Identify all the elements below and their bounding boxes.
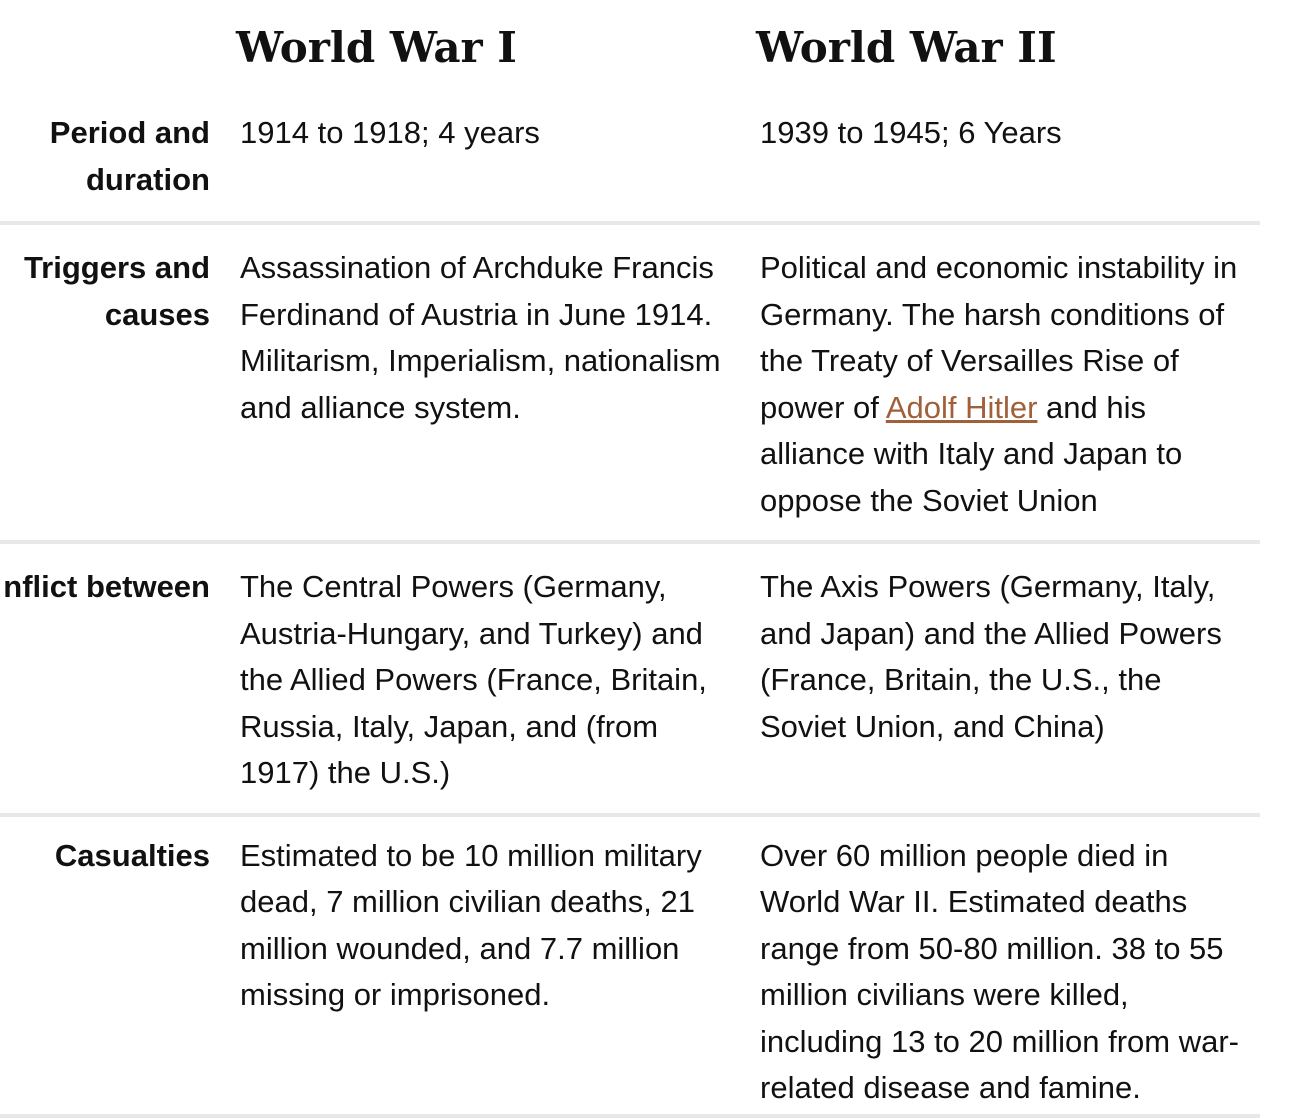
cell-ww2-period: 1939 to 1945; 6 Years	[760, 115, 1062, 150]
cell-ww2-triggers	[760, 245, 1250, 524]
cell-ww2-casualties: Over 60 million people died in World War II. Estimated deaths range from 50-80 million. 38 to 55 million civilians were killed, including 13 to 20 million from war-related disease and famine.	[760, 837, 1239, 1105]
cell-ww1-triggers: Assassination of Archduke Francis Ferdinand of Austria in June 1914. Militarism, Imperialism, nationalism and alliance system.	[240, 250, 721, 425]
column-header-ww1: World War I	[236, 23, 517, 72]
row-label-period: Period and duration	[49, 115, 210, 197]
row-label-triggers: Triggers and causes	[23, 250, 210, 332]
adolf-hitler-link[interactable]: Adolf Hitler	[885, 389, 1038, 425]
table-row-conflict	[0, 544, 1260, 817]
table-header-row	[0, 0, 1260, 100]
cell-ww2-conflict: The Axis Powers (Germany, Italy, and Japan) and the Allied Powers (France, Britain, the U.S., the Soviet Union, and China)	[760, 569, 1222, 744]
cell-ww2-triggers-text-before: Political and economic instability in Germany. The harsh conditions of the Treaty of Versailles Rise of power of	[760, 250, 1238, 425]
cell-ww1-period: 1914 to 1918; 4 years	[240, 115, 540, 150]
table-row-triggers	[0, 225, 1260, 544]
row-label-conflict	[0, 564, 210, 797]
cell-ww1-conflict: The Central Powers (Germany, Austria-Hungary, and Turkey) and the Allied Powers (France, Britain, Russia, Italy, Japan, and (from 1917) the U.S.)	[240, 569, 707, 790]
column-header-ww2: World War II	[756, 23, 1057, 72]
cell-ww2-triggers-text-after: and his alliance with Italy and Japan to oppose the Soviet Union	[760, 389, 1183, 518]
cell-ww1-casualties: Estimated to be 10 million military dead, 7 million civilian deaths, 21 million wounded, and 7.7 million missing or imprisoned.	[240, 837, 702, 1012]
table-row-period	[0, 100, 1260, 225]
row-label-conflict-text: nflict between	[3, 569, 210, 604]
row-label-casualties: Casualties	[54, 837, 210, 873]
table-row-casualties	[0, 817, 1260, 1118]
